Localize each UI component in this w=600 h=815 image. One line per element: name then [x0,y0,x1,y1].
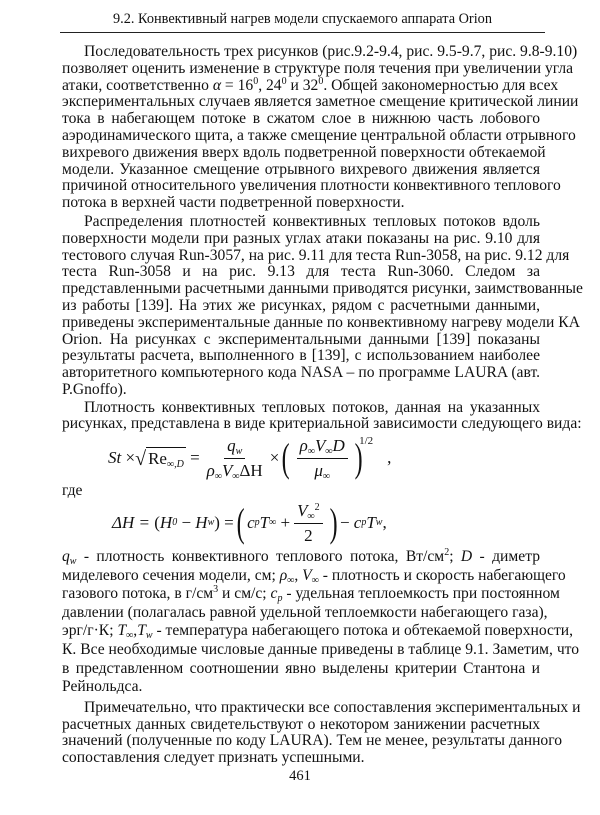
paragraph-criterial-dependence [62,399,582,433]
math-sup: 0 [318,75,324,87]
text-line [62,584,560,605]
text-run: = 16 [221,76,254,94]
text-line: давлении (полагалась равной удельной теплоемкости набегающего газа), [62,603,548,621]
math-sub: ∞ [126,630,134,642]
paragraph-conclusion [62,699,581,766]
text-line: результаты расчета, выполненного в [139], с использованием наиболее [62,347,540,365]
text-line: модели. Указанное смещение отрывного вихревого движения является [62,160,540,178]
math-i: q [62,548,70,565]
header-rule [60,32,545,33]
text-line: вихревого движения вверх вдоль подветренной поверхности обтекаемой [62,143,546,161]
text-run: и см/с; [218,585,271,603]
text-line: представленными расчетными данными приводятся рисунки, заимствованные [62,280,583,298]
paragraph-flow-structure [62,43,579,212]
text-line [62,566,566,586]
text-run: - плотность конвективного теплового потока, Вт/см [76,548,445,565]
page-number: 461 [289,768,311,784]
text-line: экспериментальных случаев является заметное смещение критической линии [62,93,579,111]
text-run: . Общей закономерностью для всех [323,76,559,94]
text-line: причиной относительного увеличения плотности конвективного теплового [62,177,561,195]
text-run: миделевого сечения модели, см; [62,566,280,584]
math-sup: 0 [253,75,259,87]
text-run: , [294,566,303,584]
formula-stanton-reynolds: St × √ $Re_{\infty,D}$ = $\frac{q_w}{\rho_\infty V_\infty\Delta H}$ × ( $\frac{\rho_\infty V_\infty D}{\mu_\infty}$ ) 1/2 , [108,435,392,482]
fraction-qw: $\frac{q_w}{\rho_\infty V_\infty\Delta H}$ [206,435,263,482]
text-line: рисунках, представлена в виде критериальной зависимости следующего вида: [62,415,582,433]
text-line: аэродинамического щита, а также смещение центральной области отрывного [62,126,576,144]
paragraph-symbol-definitions [62,547,580,697]
text-line [62,622,573,642]
math-i: T [137,622,146,640]
math-sup: 0 [281,75,287,87]
text-line [62,75,559,95]
text-run: эрг/г·К; [62,622,118,640]
text-line: Рейнольдса. [62,678,143,696]
text-line: значений (полученные по коду LAURA). Тем не менее, результаты данного [62,732,563,750]
text-line: в представленном соотношении явно выделены критерии Стантона и [62,659,540,677]
text-line: потока в верхней части подветренной поверхности. [62,194,405,212]
text-line: расчетных данных свидетельствуют о некотором занижении расчетных [62,715,540,733]
math-sub: ∞ [311,574,319,586]
text-run: - диметр [472,548,540,565]
text-line: Последовательность трех рисунков (рис.9.2-9.4, рис. 9.5-9.7, рис. 9.8-9.10) [84,43,578,60]
text-run: , [133,622,138,640]
text-line: P.Gnoffo). [62,380,127,398]
text-line: приведены экспериментальные данные по конвективному нагреву модели КА [62,313,580,331]
text-line: авторитетного компьютерного кода NASA – по программе LAURA (авт. [62,364,540,382]
math-sub: p [277,593,283,605]
math-i: α [212,76,221,94]
text-run: - температура набегающего потока и обтекаемой поверхности, [152,622,573,640]
math-i: c [270,585,278,603]
text-line: Распределения плотностей конвективных тепловых потоков вдоль [84,213,540,230]
text-run: - плотность и скорость набегающего [318,566,566,584]
paragraph-heat-flux-distribution [62,213,583,399]
where-label: где [62,482,83,499]
math-sub: w [145,630,153,642]
text-line: Orion. На рисунках с экспериментальными данными [139] показаны [62,330,540,348]
text-line: тока в набегающем потоке в сжатом слое в нижнюю часть лобового [62,110,540,128]
math-i: D [460,548,473,565]
math-sub: w [69,556,77,567]
fraction-reynolds: $\frac{\rho_\infty V_\infty D}{\mu_\infty}$ [297,436,348,481]
text-line: сопоставления следует признать успешными. [62,748,365,766]
text-line [62,548,540,567]
text-line: К. Все необходимые числовые данные приведены в таблице 9.1. Заметим, что [62,640,580,658]
text-line: из работы [139]. На этих же рисунках, рядом с расчетными данными, [62,296,540,314]
text-line: тестового случая Run-3057, на рис. 9.11 для теста Run-3058, на рис. 9.12 для [62,246,570,264]
text-run: и 32 [286,76,319,94]
math-i: V [302,566,312,584]
sqrt-sign: √ $Re_{\infty,D}$ [135,448,184,470]
formula-enthalpy-difference: ΔH = ( H 0 − H w ) = ( c p T ∞ + $\frac{V_\infty^2}{2}$ ) − c p T w , [112,500,387,545]
text-run: газового потока, в г/см [62,585,214,603]
text-run: , 24 [258,76,282,94]
math-sub: ∞ [287,574,295,586]
running-header: 9.2. Конвективный нагрев модели спускаемого аппарата Orion [113,11,492,27]
text-line: поверхности модели при разных углах атаки показаны на рис. 9.10 для [62,229,540,247]
math-sup: 2 [444,547,450,558]
math-sup: 3 [213,584,219,596]
fraction-v-squared: $\frac{V_\infty^2}{2}$ [294,501,323,546]
math-i: ρ [279,566,288,584]
text-line: Примечательно, что практически все сопоставления экспериментальных и [84,699,581,716]
text-run: ; [449,548,461,565]
math-i: T [117,622,127,640]
text-line: позволяет оценить изменение в структуре поля течения при увеличении угла [62,59,574,77]
text-line: Плотность конвективных тепловых потоков, данная на указанных [84,399,540,416]
text-run: - удельная теплоемкость при постоянном [282,585,560,603]
text-run: атаки, соответственно [62,76,213,94]
text-line: теста Run-3058 и на рис. 9.13 для теста Run-3060. Следом за [62,263,540,281]
